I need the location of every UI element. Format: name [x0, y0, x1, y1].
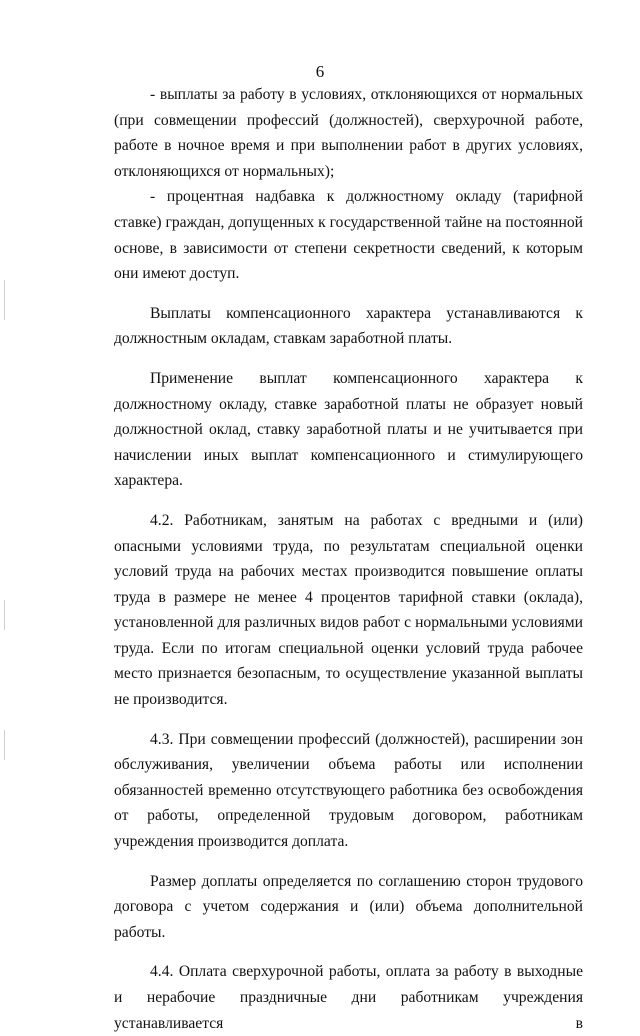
paragraph-4-3: 4.3. При совмещении профессий (должностей), расширении зон обслуживания, увеличении объема работы или исполнении обязанностей временно отсутствующего работника без освобождения от работы, определенной трудовым договором, работникам учреждения производится доплата. [114, 730, 583, 851]
paragraph-compensation-application: Применение выплат компенсационного характера к должностному окладу, ставке заработной платы не образует новый должностной оклад, ставку заработной платы и не учитывается при начислении иных выплат компенсационного и стимулирующего характера. [114, 369, 583, 490]
paragraph-compensation-payments: Выплаты компенсационного характера устанавливаются к должностным окладам, ставкам заработной платы. [114, 304, 583, 348]
page-number: 6 [315, 62, 325, 81]
scan-edge-mark [4, 730, 5, 760]
paragraph-secrecy-allowance: - процентная надбавка к должностному окладу (тарифной ставке) граждан, допущенных к государственной тайне на постоянной основе, в зависимости от степени секретности сведений, к которым они имеют доступ. [114, 188, 583, 283]
paragraph-overtime-payments: - выплаты за работу в условиях, отклоняющихся от нормальных (при совмещении профессий (должностей), сверхурочной работе, работе в ночное время и при выполнении работ в других условиях, отклоняющихся от нормальных); [114, 86, 583, 180]
paragraph-4-2: 4.2. Работникам, занятым на работах с вредными и (или) опасными условиями труда, по результатам специальной оценки условий труда на рабочих местах производится повышение оплаты труда в размере не менее 4 процентов тарифной ставки (оклада), установленной для различных видов работ с нормальными условиями труда. Если по итогам специальной оценки условий труда рабочее место признается безопасным, то осуществление указанной выплаты не производится. [114, 511, 583, 709]
document-body [114, 82, 583, 1036]
paragraph-4-4: 4.4. Оплата сверхурочной работы, оплата за работу в выходные и нерабочие праздничные дни работникам учреждения устанавливается в [114, 963, 583, 1032]
scan-edge-mark [4, 280, 5, 320]
scan-edge-mark [4, 600, 5, 630]
paragraph-surcharge-size: Размер доплаты определяется по соглашению сторон трудового договора с учетом содержания и (или) объема дополнительной работы. [114, 872, 583, 941]
